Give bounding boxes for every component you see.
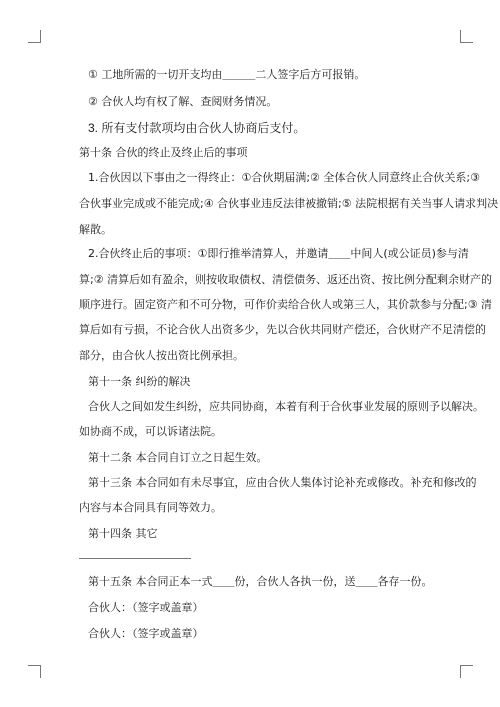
text-line: 算;② 清算后如有盈余，则按收取债权、清偿债务、返还出资、按比例分配剩余财产的: [79, 273, 493, 286]
crop-mark-top-right: [460, 30, 473, 43]
crop-mark-bottom-right: [460, 665, 473, 678]
section-heading: 第十二条 本合同自订立之日起生效。: [88, 451, 268, 464]
section-heading: 第十一条 纠纷的解决: [88, 375, 191, 388]
text-line: 内容与本合同具有同等效力。: [79, 501, 222, 514]
text-line: ① 工地所需的一切开支均由＿＿＿二人签字后方可报销。: [88, 68, 366, 81]
signature-line: 合伙人：（签字或盖章）: [88, 627, 204, 640]
crop-mark-top-left: [28, 30, 41, 43]
text-line: 顺序进行。固定资产和不可分物，可作价卖给合伙人或第三人，其价款参与分配;③ 清: [79, 298, 493, 311]
text-line: 合伙人之间如发生纠纷，应共同协商，本着有利于合伙事业发展的原则予以解决。: [88, 400, 484, 413]
section-heading: 第十四条 其它: [88, 527, 158, 540]
text-line: 部分，由合伙人按出资比例承担。: [79, 349, 244, 362]
section-heading: 第十条 合伙的终止及终止后的事项: [79, 146, 248, 159]
horizontal-rule: [79, 558, 191, 559]
crop-mark-bottom-left: [28, 665, 41, 678]
section-heading: 第十五条 本合同正本一式＿＿份，合伙人各执一份，送＿＿各存一份。: [88, 575, 433, 588]
signature-line: 合伙人：（签字或盖章）: [88, 601, 204, 614]
text-line: 2.合伙终止后的事项：①即行推举清算人，并邀请＿＿中间人(或公证员)参与清: [88, 247, 469, 260]
text-line: 算后如有亏损，不论合伙人出资多少，先以合伙共同财产偿还，合伙财产不足清偿的: [79, 323, 486, 336]
text-line: 如协商不成，可以诉诸法院。: [79, 425, 222, 438]
text-line: ② 合伙人均有权了解、查阅财务情况。: [88, 95, 278, 108]
text-line: 3. 所有支付款项均由合伙人协商后支付。: [88, 121, 306, 135]
section-heading: 第十三条 本合同如有未尽事宜，应由合伙人集体讨论补充或修改。补充和修改的: [88, 476, 477, 489]
text-line: 合伙事业完成或不能完成;④ 合伙事业违反法律被撤销;⑤ 法院根据有关当事人请求判决: [79, 197, 499, 210]
text-line: 1.合伙因以下事由之一得终止：①合伙期届满;② 全体合伙人同意终止合伙关系;③: [88, 171, 480, 184]
text-line: 解散。: [79, 223, 112, 236]
